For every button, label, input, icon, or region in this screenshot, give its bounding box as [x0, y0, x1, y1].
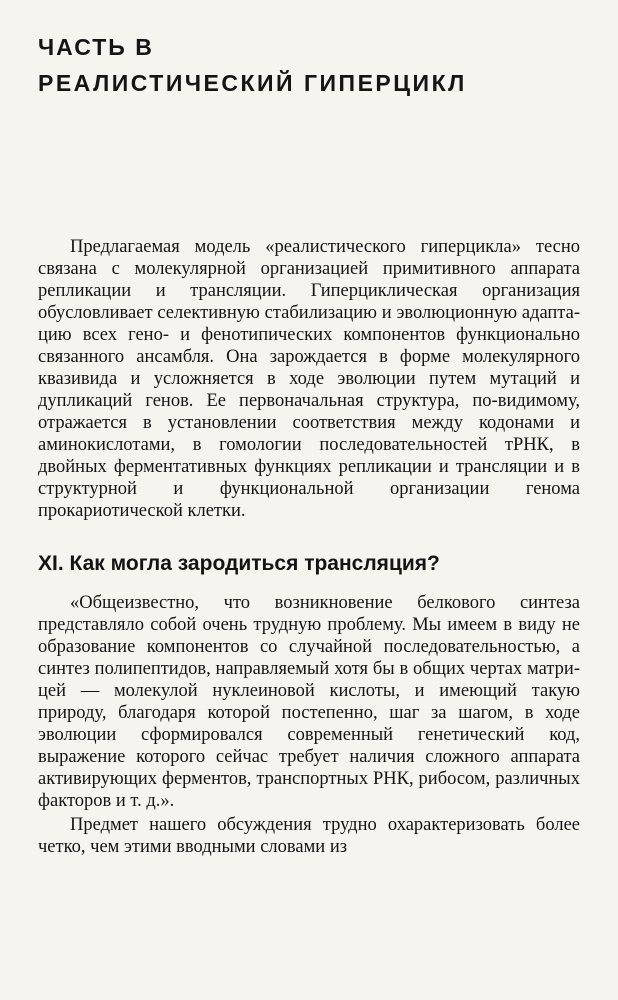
book-page [38, 30, 580, 858]
body-paragraph: Предмет нашего обсуждения трудно охарактеризовать более четко, чем этими вводными словами из [38, 815, 580, 857]
quote-paragraph: «Общеизвестно, что возникновение белкового синтеза представляло собой очень трудную проблему. Мы имеем в виду не образование компонентов со случайной последовательностью, а синтез полипептидов, направляемый хотя бы в общих чертах матрицей — молекулой нуклеиновой кислоты, и имеющий такую природу, благодаря которой постепенно, шаг за шагом, в ходе эволюции сформировался современный генетический код, выражение которого сейчас требует наличия сложного аппарата активирующих ферментов, транспортных РНК, рибосом, различных факторов и т. д.». [38, 593, 580, 811]
intro-paragraph: Предлагаемая модель «реалистического гиперцикла» тесно связана с молекулярной организацией примитивного аппарата репликации и трансляции. Гиперциклическая организация обусловливает селективную стабилизацию и эволюционную адаптацию всех гено- и фенотипических компонентов функционально связанного ансамбля. Она зарождается в форме молекулярного квазивида и усложняется в ходе эволюции путем мутаций и дупликаций генов. Ее первоначальная структура, по-видимому, отражается в установлении соответствия между кодонами и аминокислотами, в гомологии последовательностей тРНК, в двойных ферментативных функциях репликации и трансляции и в структурной и функциональной организации генома прокариотической клетки. [38, 237, 580, 521]
part-label: ЧАСТЬ В [38, 34, 154, 60]
part-title: РЕАЛИСТИЧЕСКИЙ ГИПЕРЦИКЛ [38, 70, 467, 96]
chapter-heading: XI. Как могла зародиться трансляция? [38, 552, 440, 575]
